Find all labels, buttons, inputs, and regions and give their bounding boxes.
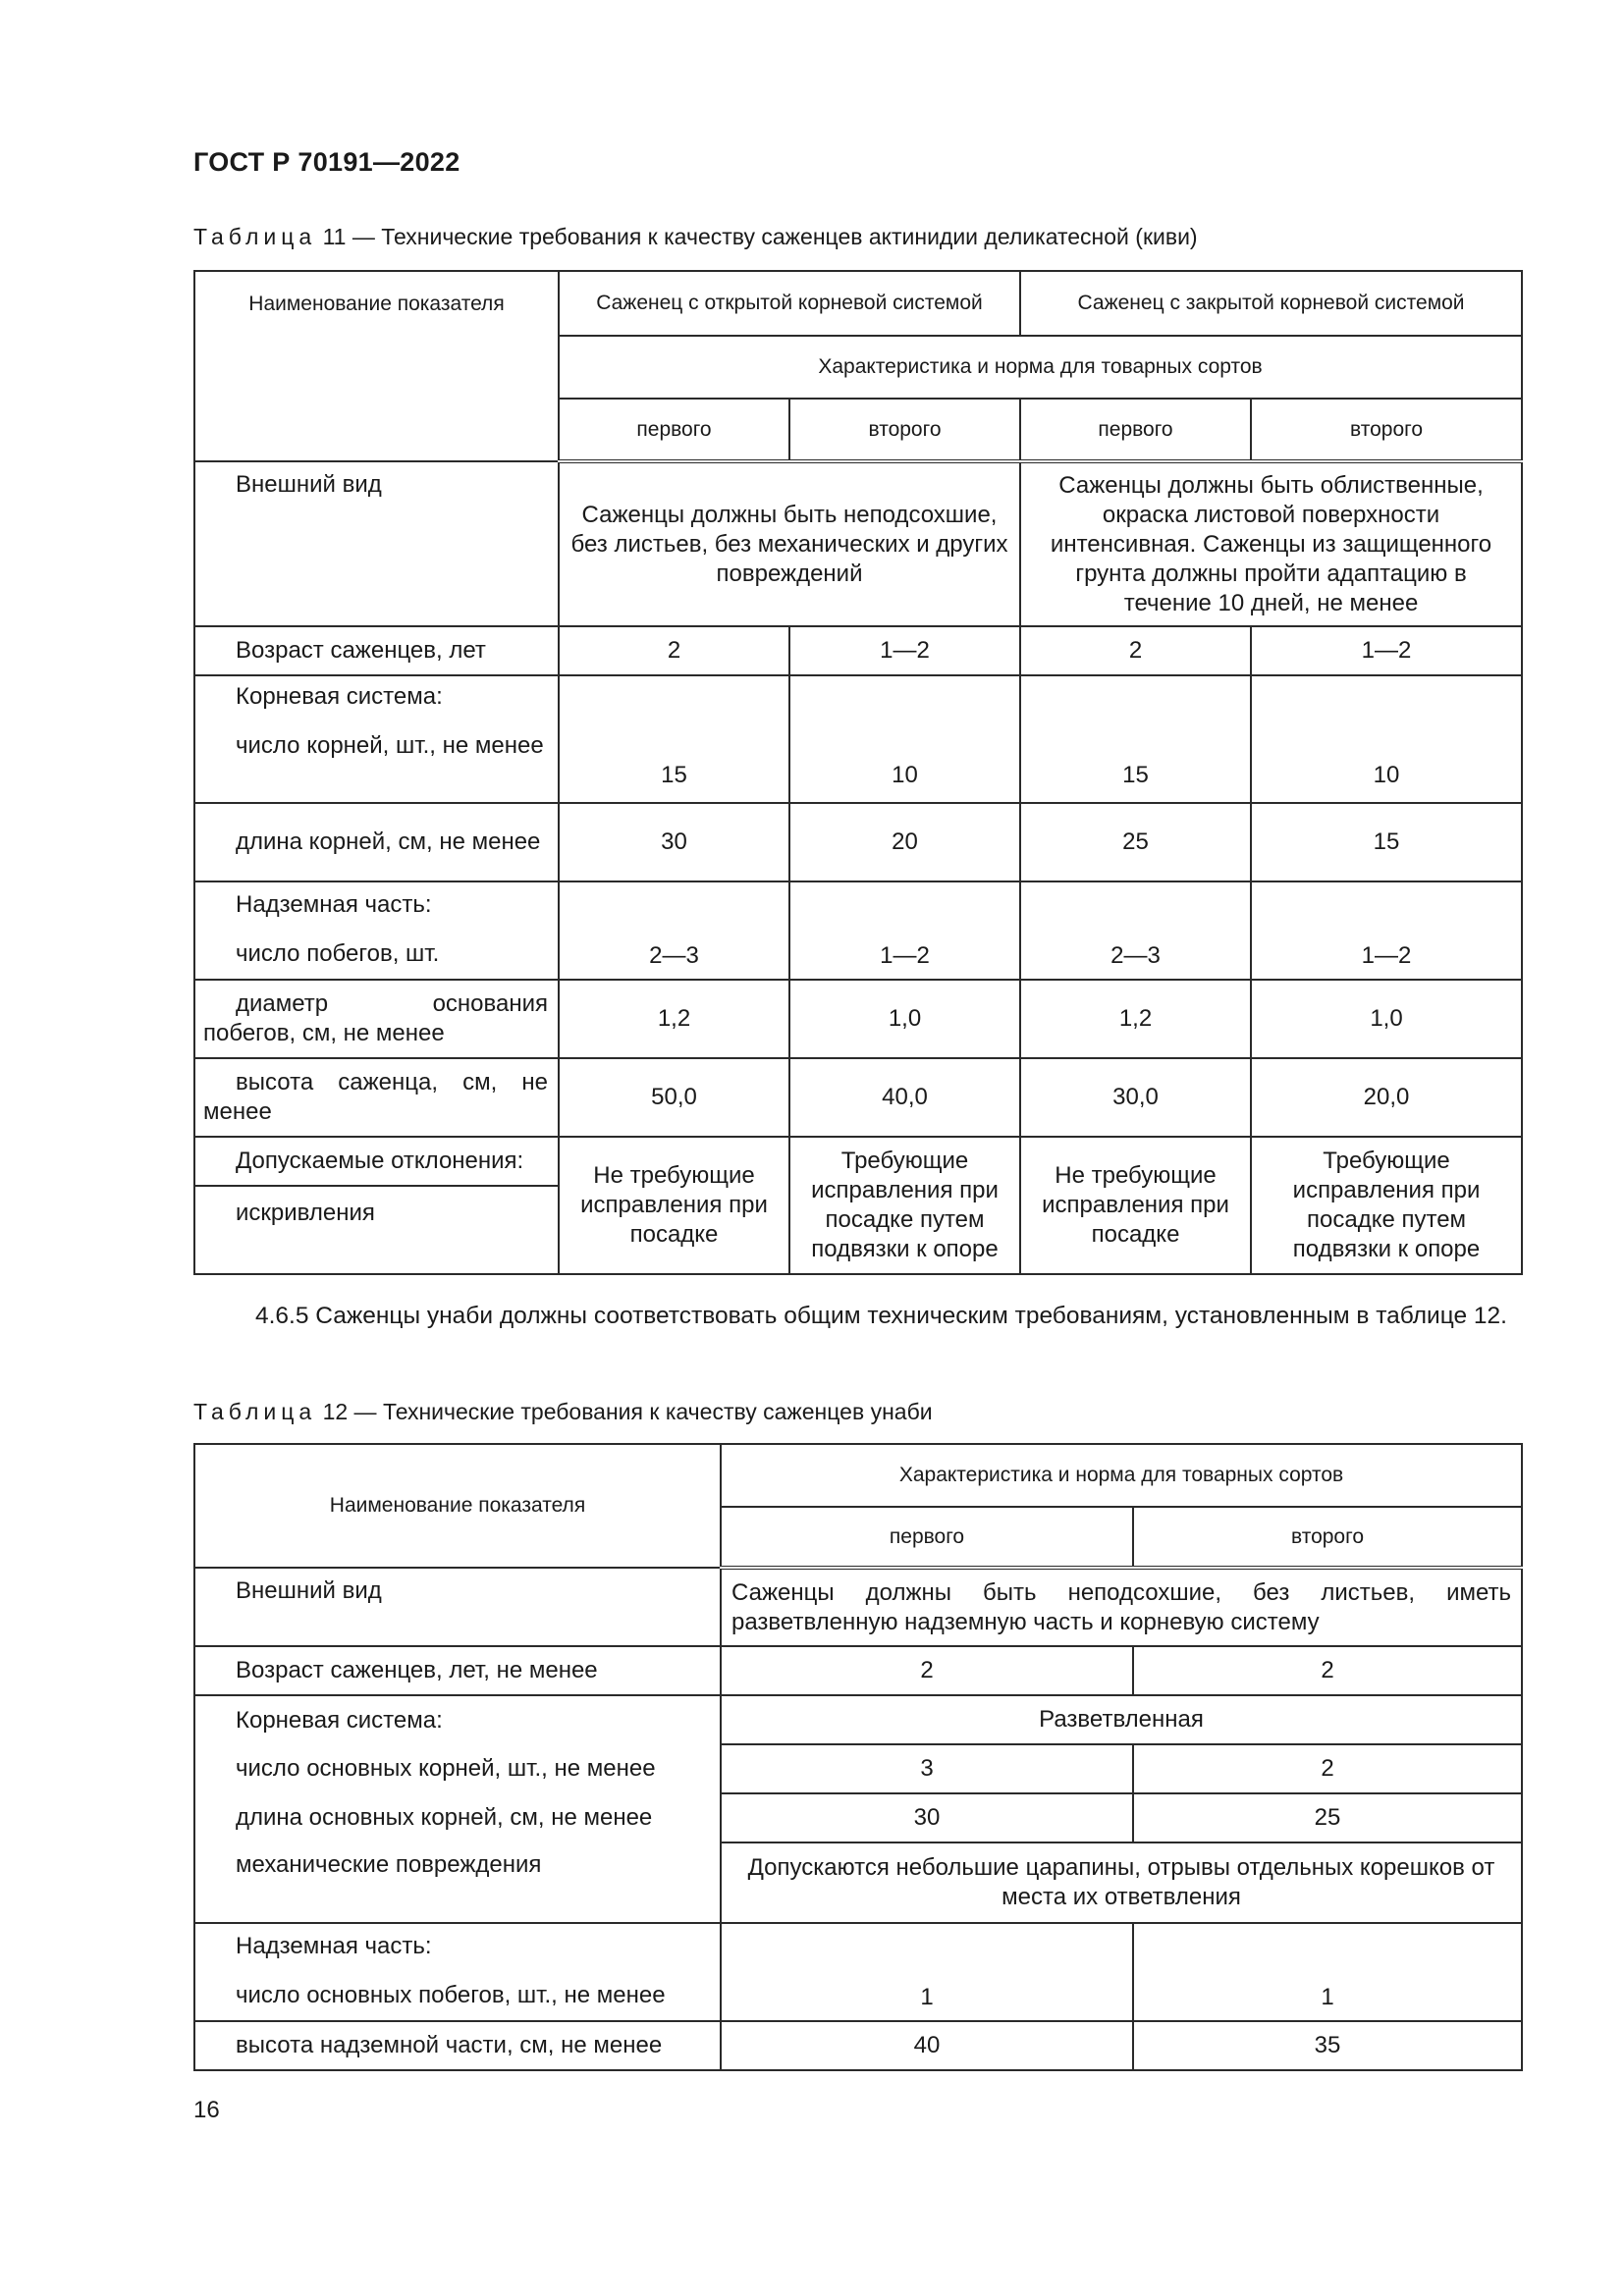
t12-age-v2: 2 — [1133, 1646, 1522, 1695]
t11-above-heading: Надземная часть: — [236, 891, 432, 918]
t11-height-label: высота саженца, см, не менее — [194, 1058, 559, 1137]
t12-above-height-label: высота надземной части, см, не менее — [194, 2021, 721, 2070]
t11-appearance-open: Саженцы должны быть неподсохшие, без листьев, без механических и других повреждений — [559, 461, 1020, 626]
t11-head-grade2-closed: второго — [1251, 399, 1522, 461]
t12-root-type: Разветвленная — [721, 1695, 1522, 1744]
t11-height-v3: 30,0 — [1020, 1058, 1251, 1137]
table-row — [194, 1646, 1522, 1695]
t12-above-height-v2: 35 — [1133, 2021, 1522, 2070]
page-number: 16 — [193, 2097, 220, 2123]
table-row — [194, 675, 1522, 803]
t11-root-count-v3: 15 — [1020, 675, 1251, 803]
t11-age-v3: 2 — [1020, 626, 1251, 675]
t11-head-characteristic: Характеристика и норма для товарных сортов — [559, 336, 1522, 399]
table-row — [194, 1923, 1522, 2021]
table-12-caption-word: Таблица — [193, 1399, 317, 1424]
t11-head-open-root: Саженец с открытой корневой системой — [559, 271, 1020, 336]
t12-main-root-count-v2: 2 — [1133, 1744, 1522, 1793]
t11-base-diameter-v1: 1,2 — [559, 980, 789, 1058]
t12-root-heading: Корневая система: — [194, 1695, 721, 1744]
t11-shoot-count-v1: 2—3 — [559, 881, 789, 980]
t11-shoot-count-v3: 2—3 — [1020, 881, 1251, 980]
t11-root-count-text: число корней, шт., не менее — [236, 732, 544, 759]
t11-base-diameter-v4: 1,0 — [1251, 980, 1522, 1058]
t11-root-count-v4: 10 — [1251, 675, 1522, 803]
t12-head-grade2: второго — [1133, 1507, 1522, 1568]
t11-head-grade2-open: второго — [789, 399, 1020, 461]
t12-above-heading: Надземная часть: — [236, 1933, 432, 1959]
t12-main-root-count-v1: 3 — [721, 1744, 1133, 1793]
t11-shoot-count-v2: 1—2 — [789, 881, 1020, 980]
t11-base-diameter-v2: 1,0 — [789, 980, 1020, 1058]
table-row — [194, 1137, 1522, 1186]
t11-curvature-v4: Требующие исправления при посадке путем подвязки к опоре — [1251, 1137, 1522, 1274]
table-row — [194, 980, 1522, 1058]
table-12-caption — [193, 1399, 933, 1425]
t11-age-v1: 2 — [559, 626, 789, 675]
t11-root-length-v3: 25 — [1020, 803, 1251, 881]
t11-head-grade1-closed: первого — [1020, 399, 1251, 461]
t11-height-v1: 50,0 — [559, 1058, 789, 1137]
t11-age-label: Возраст саженцев, лет — [194, 626, 559, 675]
t12-head-grade1: первого — [721, 1507, 1133, 1568]
table-12 — [193, 1443, 1523, 2071]
t12-head-characteristic: Характеристика и норма для товарных сортов — [721, 1444, 1522, 1507]
t11-curvature-v3: Не требующие исправления при посадке — [1020, 1137, 1251, 1274]
table-row — [194, 1695, 1522, 1744]
t11-shoot-count-v4: 1—2 — [1251, 881, 1522, 980]
table-row — [194, 1842, 1522, 1923]
t11-shoot-count-label — [194, 881, 559, 980]
t11-appearance-label: Внешний вид — [194, 461, 559, 626]
t11-root-length-v1: 30 — [559, 803, 789, 881]
t12-age-v1: 2 — [721, 1646, 1133, 1695]
t11-root-count-label — [194, 675, 559, 803]
t11-base-diameter-label: диаметр основания побегов, см, не менее — [194, 980, 559, 1058]
document-title: ГОСТ Р 70191—2022 — [193, 147, 460, 177]
t11-height-v4: 20,0 — [1251, 1058, 1522, 1137]
table-row — [194, 626, 1522, 675]
table-row — [194, 1058, 1522, 1137]
t11-age-v4: 1—2 — [1251, 626, 1522, 675]
t11-curvature-v1: Не требующие исправления при посадке — [559, 1137, 789, 1274]
t11-shoot-count-text: число побегов, шт. — [236, 940, 440, 967]
t12-head-indicator: Наименование показателя — [194, 1444, 721, 1568]
table-12-caption-text: 12 — Технические требования к качеству саженцев унаби — [322, 1399, 933, 1424]
t12-main-shoot-count-v1: 1 — [721, 1923, 1133, 2021]
table-row — [194, 1568, 1522, 1646]
t12-mechanical-damage-label: механические повреждения — [194, 1842, 721, 1923]
t12-above-height-v1: 40 — [721, 2021, 1133, 2070]
t11-age-v2: 1—2 — [789, 626, 1020, 675]
t11-root-length-v2: 20 — [789, 803, 1020, 881]
t11-deviations-heading: Допускаемые отклонения: — [194, 1137, 559, 1186]
table-11-caption — [193, 224, 1198, 250]
t12-main-shoot-count-v2: 1 — [1133, 1923, 1522, 2021]
table-11-caption-word: Таблица — [193, 224, 317, 249]
t12-main-shoot-count-text: число основных побегов, шт., не менее — [236, 1982, 666, 2008]
table-row — [194, 461, 1522, 626]
t12-appearance-label: Внешний вид — [194, 1568, 721, 1646]
t12-main-root-count-label: число основных корней, шт., не менее — [194, 1744, 721, 1793]
t11-root-heading: Корневая система: — [236, 683, 443, 710]
t11-head-grade1-open: первого — [559, 399, 789, 461]
t11-curvature-label: искривления — [194, 1186, 559, 1274]
t12-age-label: Возраст саженцев, лет, не менее — [194, 1646, 721, 1695]
t11-head-indicator: Наименование показателя — [194, 271, 559, 461]
t12-main-root-length-v2: 25 — [1133, 1793, 1522, 1842]
table-11 — [193, 270, 1523, 1275]
t11-appearance-closed: Саженцы должны быть облиственные, окраска листовой поверхности интенсивная. Саженцы из защищенного грунта должны пройти адаптацию в течение 10 дней, не менее — [1020, 461, 1522, 626]
paragraph-4-6-5: 4.6.5 Саженцы унаби должны соответствовать общим техническим требованиям, установленным в таблице 12. — [255, 1303, 1507, 1329]
table-row — [194, 881, 1522, 980]
t11-root-length-label: длина корней, см, не менее — [194, 803, 559, 881]
table-row — [194, 1793, 1522, 1842]
t12-main-root-length-v1: 30 — [721, 1793, 1133, 1842]
t12-mechanical-damage-value: Допускаются небольшие царапины, отрывы отдельных корешков от места их ответвления — [721, 1842, 1522, 1923]
t12-main-root-length-label: длина основных корней, см, не менее — [194, 1793, 721, 1842]
table-11-caption-text: 11 — Технические требования к качеству саженцев актинидии деликатесной (киви) — [322, 224, 1198, 249]
table-row — [194, 803, 1522, 881]
t11-height-v2: 40,0 — [789, 1058, 1020, 1137]
t11-root-length-v4: 15 — [1251, 803, 1522, 881]
t12-appearance-value: Саженцы должны быть неподсохшие, без листьев, иметь разветвленную надземную часть и корневую систему — [721, 1568, 1522, 1646]
t11-root-count-v2: 10 — [789, 675, 1020, 803]
t11-base-diameter-v3: 1,2 — [1020, 980, 1251, 1058]
table-row — [194, 1744, 1522, 1793]
t12-main-shoot-count-label — [194, 1923, 721, 2021]
t11-root-count-v1: 15 — [559, 675, 789, 803]
table-row — [194, 2021, 1522, 2070]
t11-curvature-v2: Требующие исправления при посадке путем подвязки к опоре — [789, 1137, 1020, 1274]
t11-head-closed-root: Саженец с закрытой корневой системой — [1020, 271, 1522, 336]
